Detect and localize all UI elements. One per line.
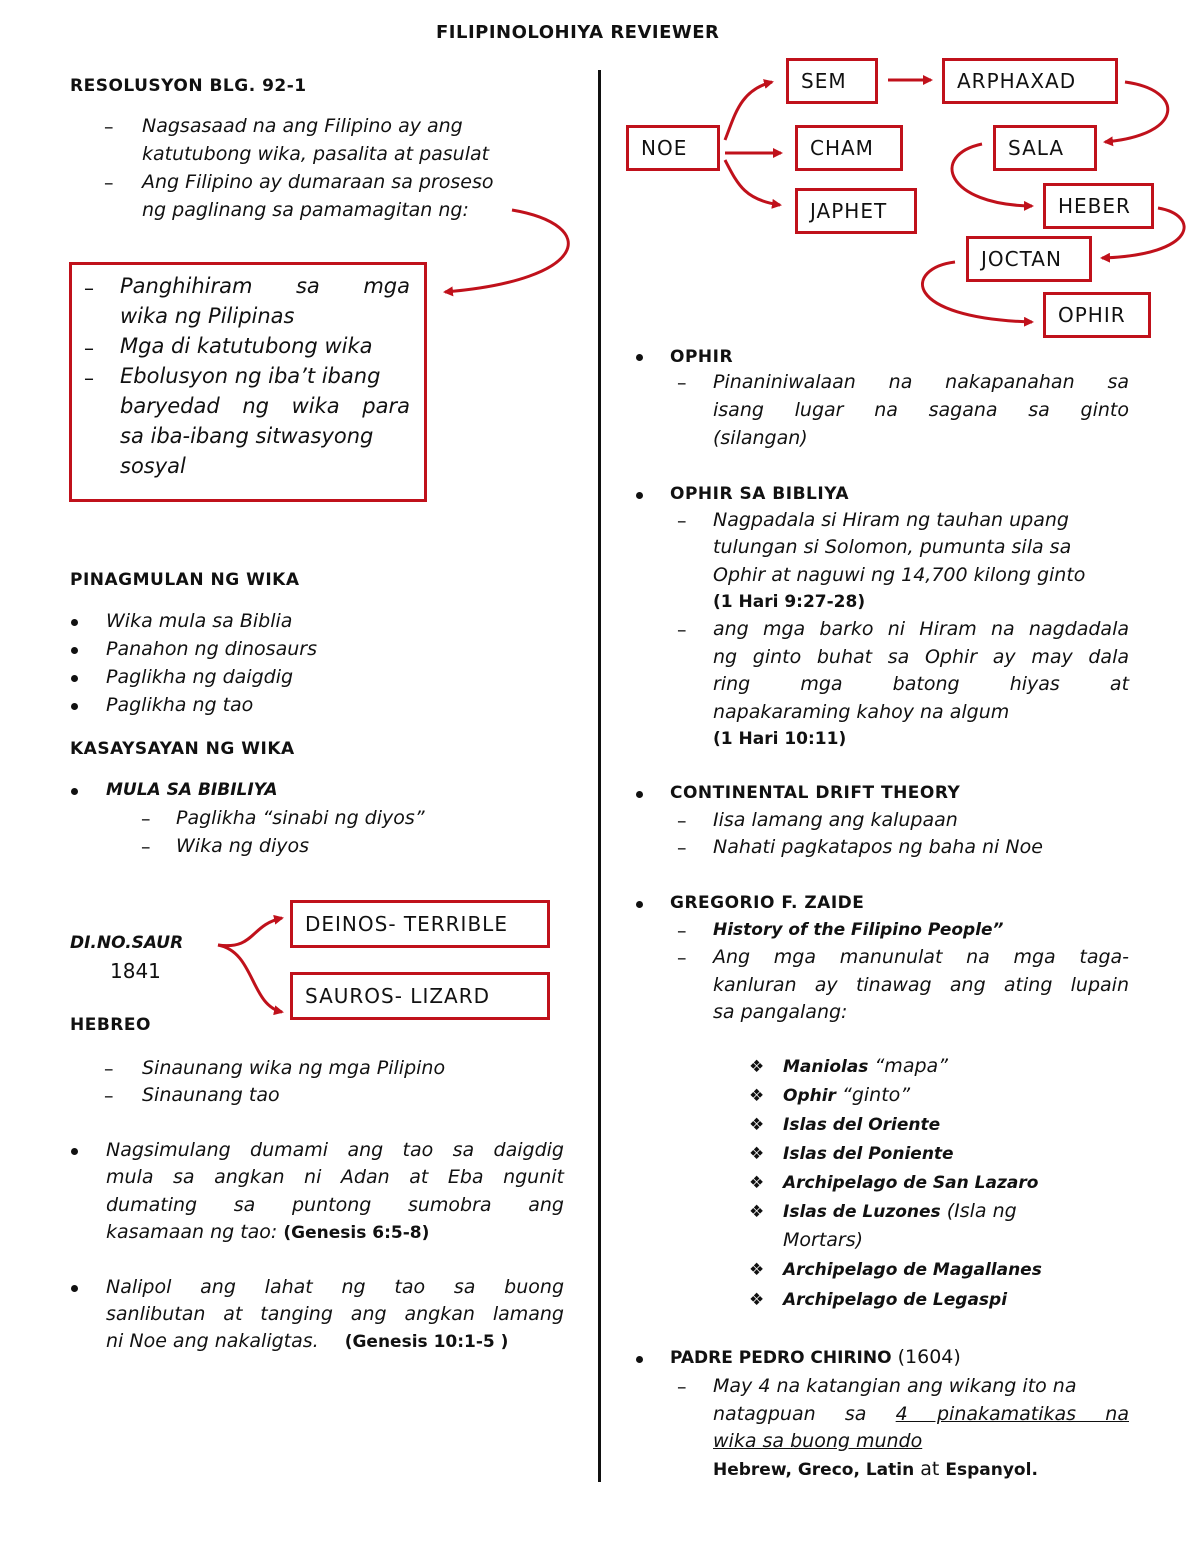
name-bold: Archipelago de Magallanes (783, 1260, 1042, 1280)
chirino-line-1: May 4 na katangian ang wikang ito na (713, 1375, 1077, 1397)
text: sanlibutan at tanging ang angkan lamang (106, 1303, 564, 1325)
word: mga (800, 673, 843, 695)
dash-marker: – (677, 947, 687, 969)
word: manunulat (839, 946, 943, 968)
word: taga- (1079, 946, 1130, 968)
bibliya-item1-line-2: tulungan si Solomon, pumunta sila sa (713, 536, 1072, 558)
word: lahat (264, 1276, 313, 1298)
chirino-year: (1604) (891, 1346, 961, 1368)
word: ring (713, 673, 751, 695)
lang-group: Hebrew, Greco, Latin (713, 1460, 915, 1480)
name-bold: Archipelago de San Lazaro (783, 1173, 1039, 1193)
box-sauros: SAUROS- LIZARD (290, 972, 550, 1020)
page-title: FILIPINOLOHIYA REVIEWER (436, 22, 720, 43)
word: isang (713, 399, 764, 421)
word: para (362, 394, 410, 418)
kasaysayan-bullet: MULA SA BIBILIYA (106, 780, 278, 800)
lang-connector: at (914, 1458, 946, 1480)
name-rest: “ginto” (835, 1084, 911, 1106)
name-bold: Islas de Luzones (783, 1202, 941, 1222)
ophir-line-3: (silangan) (713, 427, 808, 449)
arrow-noe-sem (725, 82, 772, 140)
bullet-dot (71, 1285, 78, 1292)
dash-marker: – (84, 276, 94, 300)
dinosaur-year: 1841 (110, 959, 161, 983)
word: sumobra (407, 1194, 492, 1216)
text: ni Noe ang nakaligtas. (106, 1330, 319, 1352)
zaide-name-2 (783, 1081, 910, 1110)
dash-marker: – (84, 366, 94, 390)
lang-last: Espanyol. (945, 1460, 1038, 1480)
word: natagpuan (713, 1403, 816, 1425)
dash-marker: – (104, 1058, 114, 1080)
name-bold: Ophir (783, 1086, 836, 1106)
box-line-7: sosyal (120, 454, 186, 478)
word: sa (233, 1194, 256, 1216)
zaide-line-1 (713, 943, 1129, 971)
word: sa (1107, 371, 1129, 393)
bibliya-item2-line-4: napakaraming kahoy na algum (713, 701, 1010, 723)
dash-marker: – (104, 1085, 114, 1107)
heading-ophir-bibliya: OPHIR SA BIBLIYA (670, 484, 850, 504)
word: hiyas (1009, 673, 1060, 695)
zaide-name-7 (783, 1255, 1042, 1284)
bibliya-ref-1: (1 Hari 9:27-28) (713, 592, 866, 612)
diamond-bullet: ❖ (749, 1290, 765, 1310)
zaide-line-3: sa pangalang: (713, 1001, 848, 1023)
chirino-line-2 (713, 1400, 1129, 1428)
tree-cham: CHAM (795, 125, 903, 171)
text: Nagsimulang dumami ang tao sa daigdig (106, 1139, 564, 1161)
dash-marker: – (677, 810, 687, 832)
continental-item-1: Iisa lamang ang kalupaan (713, 809, 958, 831)
dash-marker: – (141, 836, 151, 858)
word: ang (528, 1194, 564, 1216)
word: wika (291, 394, 340, 418)
dash-marker: – (84, 336, 94, 360)
reference: (Genesis 10:1-5 ) (344, 1332, 509, 1352)
word: at (1109, 673, 1130, 695)
box-deinos: DEINOS- TERRIBLE (290, 900, 550, 948)
arrow-dinosaur-down (218, 945, 282, 1012)
tree-noe: NOE (626, 125, 720, 171)
word: ginto (1080, 399, 1130, 421)
word: na (888, 371, 913, 393)
zaide-line-2 (713, 971, 1129, 999)
zaide-name-6-cont (783, 1226, 863, 1255)
para1-line-2 (106, 1163, 564, 1191)
word: Nalipol (106, 1276, 172, 1298)
word: sa (844, 1403, 867, 1425)
heading-ophir: OPHIR (670, 347, 734, 367)
heading-kasaysayan: KASAYSAYAN NG WIKA (70, 739, 295, 759)
tree-joctan: JOCTAN (966, 236, 1092, 282)
bullet-dot (636, 901, 643, 908)
word: na (966, 946, 990, 968)
ophir-line-2 (713, 396, 1129, 424)
zaide-name-8 (783, 1285, 1007, 1314)
word: sa (453, 1276, 476, 1298)
name-bold: Archipelago de Legaspi (783, 1290, 1008, 1310)
word: dumating (106, 1194, 198, 1216)
name-bold: Islas del Oriente (783, 1115, 941, 1135)
para2-line-2 (106, 1300, 564, 1328)
diamond-bullet: ❖ (749, 1260, 765, 1280)
bullet-dot (71, 675, 78, 682)
word: buong (504, 1276, 565, 1298)
resolusyon-item-1-line-1: Nagsasaad na ang Filipino ay ang (142, 115, 463, 137)
word: mga (363, 274, 410, 298)
heading-chirino: PADRE PEDRO CHIRINO (670, 1348, 892, 1368)
bullet-dot (71, 647, 78, 654)
word: Pinaniniwalaan (713, 371, 856, 393)
diamond-bullet: ❖ (749, 1057, 765, 1077)
dinosaur-label: DI.NO.SAUR (70, 933, 184, 953)
heading-continental: CONTINENTAL DRIFT THEORY (670, 783, 961, 803)
word: Ang (713, 946, 751, 968)
kasaysayan-sub-2: Wika ng diyos (176, 835, 309, 857)
zaide-name-6 (783, 1197, 1017, 1226)
bibliya-item2-line-3 (713, 670, 1129, 698)
chirino-line-3: wika sa buong mundo (713, 1430, 923, 1452)
para1-line-1 (106, 1136, 564, 1164)
pinagmulan-item-2: Panahon ng dinosaurs (106, 638, 317, 660)
bullet-dot (71, 1148, 78, 1155)
diamond-bullet: ❖ (749, 1086, 765, 1106)
word: puntong (291, 1194, 372, 1216)
dash-marker: – (677, 920, 687, 942)
hebreo-item-2: Sinaunang tao (142, 1084, 280, 1106)
bibliya-item2-line-1 (713, 615, 1129, 643)
word: sagana (928, 399, 998, 421)
zaide-book: History of the Filipino People” (713, 920, 1004, 940)
tree-japhet: JAPHET (795, 188, 917, 234)
box-line-6: sa iba-ibang sitwasyong (120, 424, 374, 448)
heading-zaide: GREGORIO F. ZAIDE (670, 893, 865, 913)
heading-resolusyon: RESOLUSYON BLG. 92-1 (70, 76, 307, 96)
word: ng (341, 1276, 366, 1298)
hebreo-item-1: Sinaunang wika ng mga Pilipino (142, 1057, 446, 1079)
continental-item-2: Nahati pagkatapos ng baha ni Noe (713, 836, 1043, 858)
para2-line-3 (106, 1327, 508, 1356)
resolusyon-item-2-line-1: Ang Filipino ay dumaraan sa proseso (142, 171, 494, 193)
bibliya-item2-line-2 (713, 643, 1129, 671)
word: ng (242, 394, 269, 418)
dash-marker: – (141, 808, 151, 830)
diamond-bullet: ❖ (749, 1202, 765, 1222)
tree-sala: SALA (993, 125, 1097, 171)
bibliya-item1-line-1: Nagpadala si Hiram ng tauhan upang (713, 509, 1069, 531)
bullet-dot (71, 703, 78, 710)
box-line-2: wika ng Pilipinas (120, 304, 295, 328)
word: baryedad (120, 394, 220, 418)
chirino-languages (713, 1455, 1038, 1484)
text: mula sa angkan ni Adan at Eba ngunit (106, 1166, 564, 1188)
zaide-name-4 (783, 1139, 954, 1168)
name-bold: Maniolas (783, 1057, 869, 1077)
box-line-4: Ebolusyon ng iba’t ibang (120, 364, 381, 388)
underlined-text: 4 pinakamatikas na (895, 1403, 1129, 1425)
box-line-1 (120, 271, 410, 301)
word: mga (773, 946, 817, 968)
text: ang mga barko ni Hiram na nagdadala (713, 618, 1129, 640)
pinagmulan-item-3: Paglikha ng daigdig (106, 666, 294, 688)
bullet-dot (71, 619, 78, 626)
dash-marker: – (677, 510, 687, 532)
heading-pinagmulan: PINAGMULAN NG WIKA (70, 570, 300, 590)
zaide-name-1 (783, 1052, 948, 1081)
name-rest: (Isla ng (940, 1200, 1017, 1222)
dash-marker: – (104, 172, 114, 194)
word: tao (394, 1276, 426, 1298)
word: Panghihiram (120, 274, 253, 298)
word: batong (892, 673, 960, 695)
diamond-bullet: ❖ (749, 1115, 765, 1135)
reference: (Genesis 6:5-8) (283, 1223, 430, 1243)
name-rest: “mapa” (868, 1055, 949, 1077)
pinagmulan-item-1: Wika mula sa Biblia (106, 610, 293, 632)
dash-marker: – (104, 116, 114, 138)
resolusyon-item-2-line-2: ng paglinang sa pamamagitan ng: (142, 199, 469, 221)
tree-ophir: OPHIR (1043, 292, 1151, 338)
diamond-bullet: ❖ (749, 1144, 765, 1164)
word: sa (295, 274, 320, 298)
ophir-line-1 (713, 368, 1129, 396)
bullet-dot (636, 354, 643, 361)
word: sa (1028, 399, 1050, 421)
heading-hebreo: HEBREO (70, 1015, 151, 1035)
text: ng ginto buhat sa Ophir ay may dala (713, 646, 1129, 668)
box-line-3: Mga di katutubong wika (120, 334, 373, 358)
word: ang (200, 1276, 236, 1298)
bullet-dot (636, 1356, 643, 1363)
name-bold: Islas del Poniente (783, 1144, 954, 1164)
bibliya-item1-line-3: Ophir at naguwi ng 14,700 kilong ginto (713, 564, 1086, 586)
bullet-dot (636, 492, 643, 499)
bullet-dot (71, 788, 78, 795)
dash-marker: – (677, 619, 687, 641)
word: na (874, 399, 898, 421)
dash-marker: – (677, 372, 687, 394)
diamond-bullet: ❖ (749, 1173, 765, 1193)
bullet-dot (636, 791, 643, 798)
word: mga (1013, 946, 1056, 968)
box-line-5 (120, 391, 410, 421)
word: lugar (794, 399, 844, 421)
para2-line-1 (106, 1273, 564, 1301)
kasaysayan-sub-1: Paglikha “sinabi ng diyos” (176, 807, 425, 829)
text: kanluran ay tinawag ang ating lupain (713, 974, 1129, 996)
name-rest: Mortars) (783, 1229, 864, 1251)
zaide-name-5 (783, 1168, 1038, 1197)
pinagmulan-item-4: Paglikha ng tao (106, 694, 254, 716)
arrow-noe-japhet (725, 160, 780, 205)
dash-marker: – (677, 837, 687, 859)
arrow-dinosaur-up (218, 918, 282, 946)
dash-marker: – (677, 1376, 687, 1398)
resolusyon-item-1-line-2: katutubong wika, pasalita at pasulat (142, 143, 490, 165)
tree-sem: SEM (786, 58, 878, 104)
para1-line-4 (106, 1218, 429, 1247)
text: kasamaan ng tao: (106, 1221, 284, 1243)
word: nakapanahan (945, 371, 1075, 393)
zaide-name-3 (783, 1110, 940, 1139)
para1-line-3 (106, 1191, 564, 1219)
chirino-heading-line (670, 1343, 961, 1372)
tree-heber: HEBER (1043, 183, 1154, 229)
tree-arphaxad: ARPHAXAD (942, 58, 1118, 104)
bibliya-ref-2: (1 Hari 10:11) (713, 729, 847, 749)
